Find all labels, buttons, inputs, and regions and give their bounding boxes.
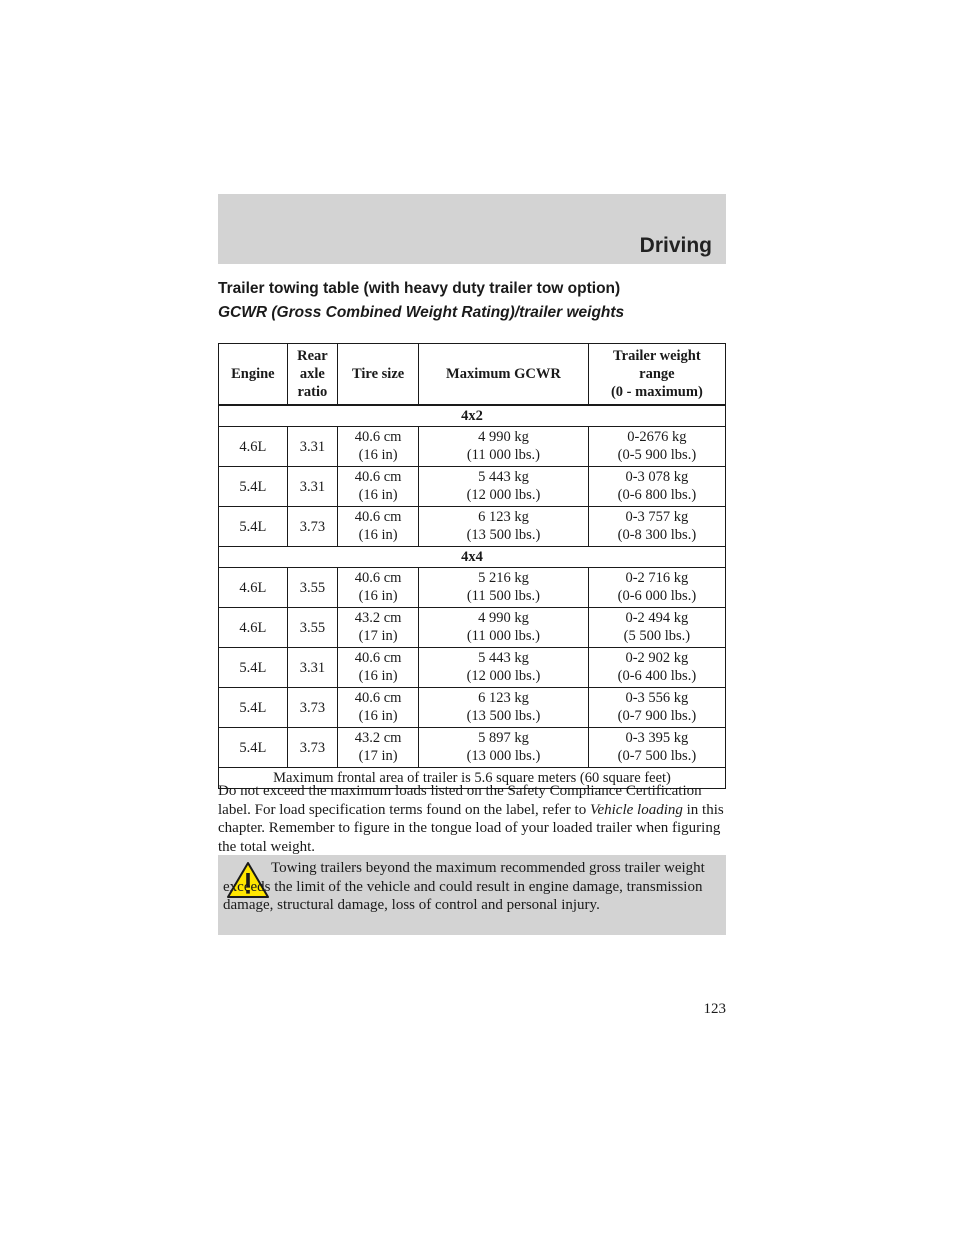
cell-value: 0-3 395 kg <box>625 730 689 746</box>
cell-value: 5.4L <box>239 478 267 495</box>
header-line: Maximum GCWR <box>446 366 561 382</box>
cell-value: 43.2 cm <box>354 730 402 746</box>
tire-size-cell <box>338 608 419 648</box>
gcwr-cell <box>419 688 589 728</box>
cell-value: 0-2 494 kg <box>625 610 689 626</box>
cell-value: 3.73 <box>299 699 326 716</box>
header-line: axle <box>299 366 325 382</box>
trailer-range-cell <box>588 568 725 608</box>
cell-value: 3.31 <box>299 478 326 495</box>
cell-value: 40.6 cm <box>354 650 402 666</box>
ratio-cell <box>287 568 337 608</box>
cell-value: (17 in) <box>358 748 398 764</box>
cell-value: (12 000 lbs.) <box>466 487 541 503</box>
tire-size-cell <box>338 688 419 728</box>
engine-cell <box>219 648 288 688</box>
cell-value: 40.6 cm <box>354 429 402 445</box>
header-line: Trailer weight <box>613 348 701 364</box>
warning-box <box>218 855 726 935</box>
gcwr-cell <box>419 728 589 768</box>
table-row <box>219 568 726 608</box>
cell-value: (11 000 lbs.) <box>466 628 541 644</box>
cell-value: 5.4L <box>239 518 267 535</box>
cell-value: (13 500 lbs.) <box>466 708 541 724</box>
header-line: (0 - maximum) <box>610 384 703 400</box>
tire-size-cell <box>338 648 419 688</box>
cell-value: (0-7 500 lbs.) <box>617 748 697 764</box>
ratio-cell <box>287 728 337 768</box>
header-line: ratio <box>297 384 328 400</box>
cell-value: (0-7 900 lbs.) <box>617 708 697 724</box>
cell-value: 40.6 cm <box>354 690 402 706</box>
table-row <box>219 608 726 648</box>
cell-value: (13 500 lbs.) <box>466 527 541 543</box>
cell-value: 0-3 757 kg <box>625 509 689 525</box>
table-subtitle: GCWR (Gross Combined Weight Rating)/trailer weights <box>218 304 625 321</box>
cell-value: (0-5 900 lbs.) <box>617 447 697 463</box>
cell-value: 6 123 kg <box>478 690 529 706</box>
cell-value: (11 500 lbs.) <box>466 588 541 604</box>
engine-cell <box>219 608 288 648</box>
ratio-cell <box>287 427 337 467</box>
trailer-range-cell <box>588 688 725 728</box>
trailer-range-cell <box>588 608 725 648</box>
engine-cell <box>219 568 288 608</box>
gcwr-cell <box>419 568 589 608</box>
warning-text: Towing trailers beyond the maximum recommended gross trailer weight exceeds the limit of the vehicle and could result in engine damage, transmission damage, structural damage, loss of control and personal injury. <box>223 860 705 913</box>
section-header-bar <box>218 194 726 264</box>
group-label: 4x4 <box>219 547 726 568</box>
cell-value: 3.31 <box>299 659 326 676</box>
cell-value: (0-6 400 lbs.) <box>617 668 697 684</box>
gcwr-cell <box>419 608 589 648</box>
cell-value: 40.6 cm <box>354 469 402 485</box>
cell-value: (5 500 lbs.) <box>623 628 691 644</box>
cell-value: 5 897 kg <box>478 730 529 746</box>
engine-header <box>219 344 288 406</box>
paragraph-reference: Vehicle loading <box>589 801 683 818</box>
cell-value: 0-2 902 kg <box>625 650 689 666</box>
cell-value: 4.6L <box>239 619 267 636</box>
ratio-cell <box>287 467 337 507</box>
cell-value: (16 in) <box>358 708 398 724</box>
header-line: Tire size <box>351 366 405 382</box>
cell-value: 3.73 <box>299 739 326 756</box>
cell-value: 6 123 kg <box>478 509 529 525</box>
table-row <box>219 648 726 688</box>
group-row <box>219 547 726 568</box>
header-line: Engine <box>231 366 275 382</box>
cell-value: 3.31 <box>299 438 326 455</box>
trailer-range-cell <box>588 507 725 547</box>
cell-value: 3.73 <box>299 518 326 535</box>
page-number: 123 <box>703 1001 726 1017</box>
table-row <box>219 688 726 728</box>
tire-size-cell <box>338 507 419 547</box>
table-row <box>219 728 726 768</box>
cell-value: 3.55 <box>299 619 326 636</box>
cell-value: 4.6L <box>239 438 267 455</box>
header-line: Rear <box>297 348 328 364</box>
trailer-range-cell <box>588 427 725 467</box>
cell-value: (17 in) <box>358 628 398 644</box>
tire-size-cell <box>338 568 419 608</box>
cell-value: (16 in) <box>358 588 398 604</box>
cell-value: 4 990 kg <box>478 610 529 626</box>
header-line: range <box>639 366 675 382</box>
group-row <box>219 405 726 427</box>
body-paragraph <box>218 782 733 856</box>
engine-cell <box>219 728 288 768</box>
cell-value: 3.55 <box>299 579 326 596</box>
cell-value: 5.4L <box>239 699 267 716</box>
ratio-cell <box>287 608 337 648</box>
tire-size-cell <box>338 467 419 507</box>
paragraph-text-1: Do not exceed the maximum loads listed on the Safety Compliance Certification label. For load specification terms found on the label, refer to <box>218 783 702 818</box>
cell-value: (0-6 800 lbs.) <box>617 487 697 503</box>
cell-value: (0-6 000 lbs.) <box>617 588 697 604</box>
ratio-cell <box>287 507 337 547</box>
cell-value: (13 000 lbs.) <box>466 748 541 764</box>
table-row <box>219 427 726 467</box>
cell-value: (16 in) <box>358 447 398 463</box>
cell-value: (16 in) <box>358 527 398 543</box>
trailer-range-header <box>588 344 725 406</box>
tire-size-header <box>338 344 419 406</box>
cell-value: 5 443 kg <box>478 469 529 485</box>
cell-value: 4 990 kg <box>478 429 529 445</box>
cell-value: 5 443 kg <box>478 650 529 666</box>
paragraph-text-2: in this chapter. Remember to figure in the tongue load of your loaded trailer when figuring the total weight. <box>218 801 724 855</box>
cell-value: 4.6L <box>239 579 267 596</box>
gcwr-cell <box>419 507 589 547</box>
cell-value: 0-2 716 kg <box>625 570 689 586</box>
cell-value: (16 in) <box>358 668 398 684</box>
table-title: Trailer towing table (with heavy duty trailer tow option) <box>218 280 621 297</box>
cell-value: 43.2 cm <box>354 610 402 626</box>
gcwr-cell <box>419 467 589 507</box>
table-row <box>219 507 726 547</box>
engine-cell <box>219 507 288 547</box>
cell-value: 0-2676 kg <box>627 429 687 445</box>
cell-value: 40.6 cm <box>354 570 402 586</box>
ratio-cell <box>287 648 337 688</box>
trailer-range-cell <box>588 648 725 688</box>
cell-value: (12 000 lbs.) <box>466 668 541 684</box>
cell-value: (16 in) <box>358 487 398 503</box>
trailer-range-cell <box>588 728 725 768</box>
cell-value: 5.4L <box>239 659 267 676</box>
cell-value: 40.6 cm <box>354 509 402 525</box>
cell-value: 0-3 556 kg <box>625 690 689 706</box>
tire-size-cell <box>338 427 419 467</box>
section-title: Driving <box>639 234 712 257</box>
trailer-range-cell <box>588 467 725 507</box>
table-header-row <box>219 344 726 406</box>
engine-cell <box>219 427 288 467</box>
cell-value: 0-3 078 kg <box>625 469 689 485</box>
engine-cell <box>219 688 288 728</box>
engine-cell <box>219 467 288 507</box>
cell-value: 5 216 kg <box>478 570 529 586</box>
gcwr-cell <box>419 648 589 688</box>
gcwr-cell <box>419 427 589 467</box>
trailer-towing-table <box>218 343 726 789</box>
group-label: 4x2 <box>219 405 726 427</box>
ratio-cell <box>287 688 337 728</box>
cell-value: (0-8 300 lbs.) <box>617 527 697 543</box>
gcwr-header <box>419 344 589 406</box>
table-row <box>219 467 726 507</box>
cell-value: (11 000 lbs.) <box>466 447 541 463</box>
cell-value: 5.4L <box>239 739 267 756</box>
ratio-header <box>287 344 337 406</box>
tire-size-cell <box>338 728 419 768</box>
table-footnote: Maximum frontal area of trailer is 5.6 square meters (60 square feet) <box>219 768 726 789</box>
